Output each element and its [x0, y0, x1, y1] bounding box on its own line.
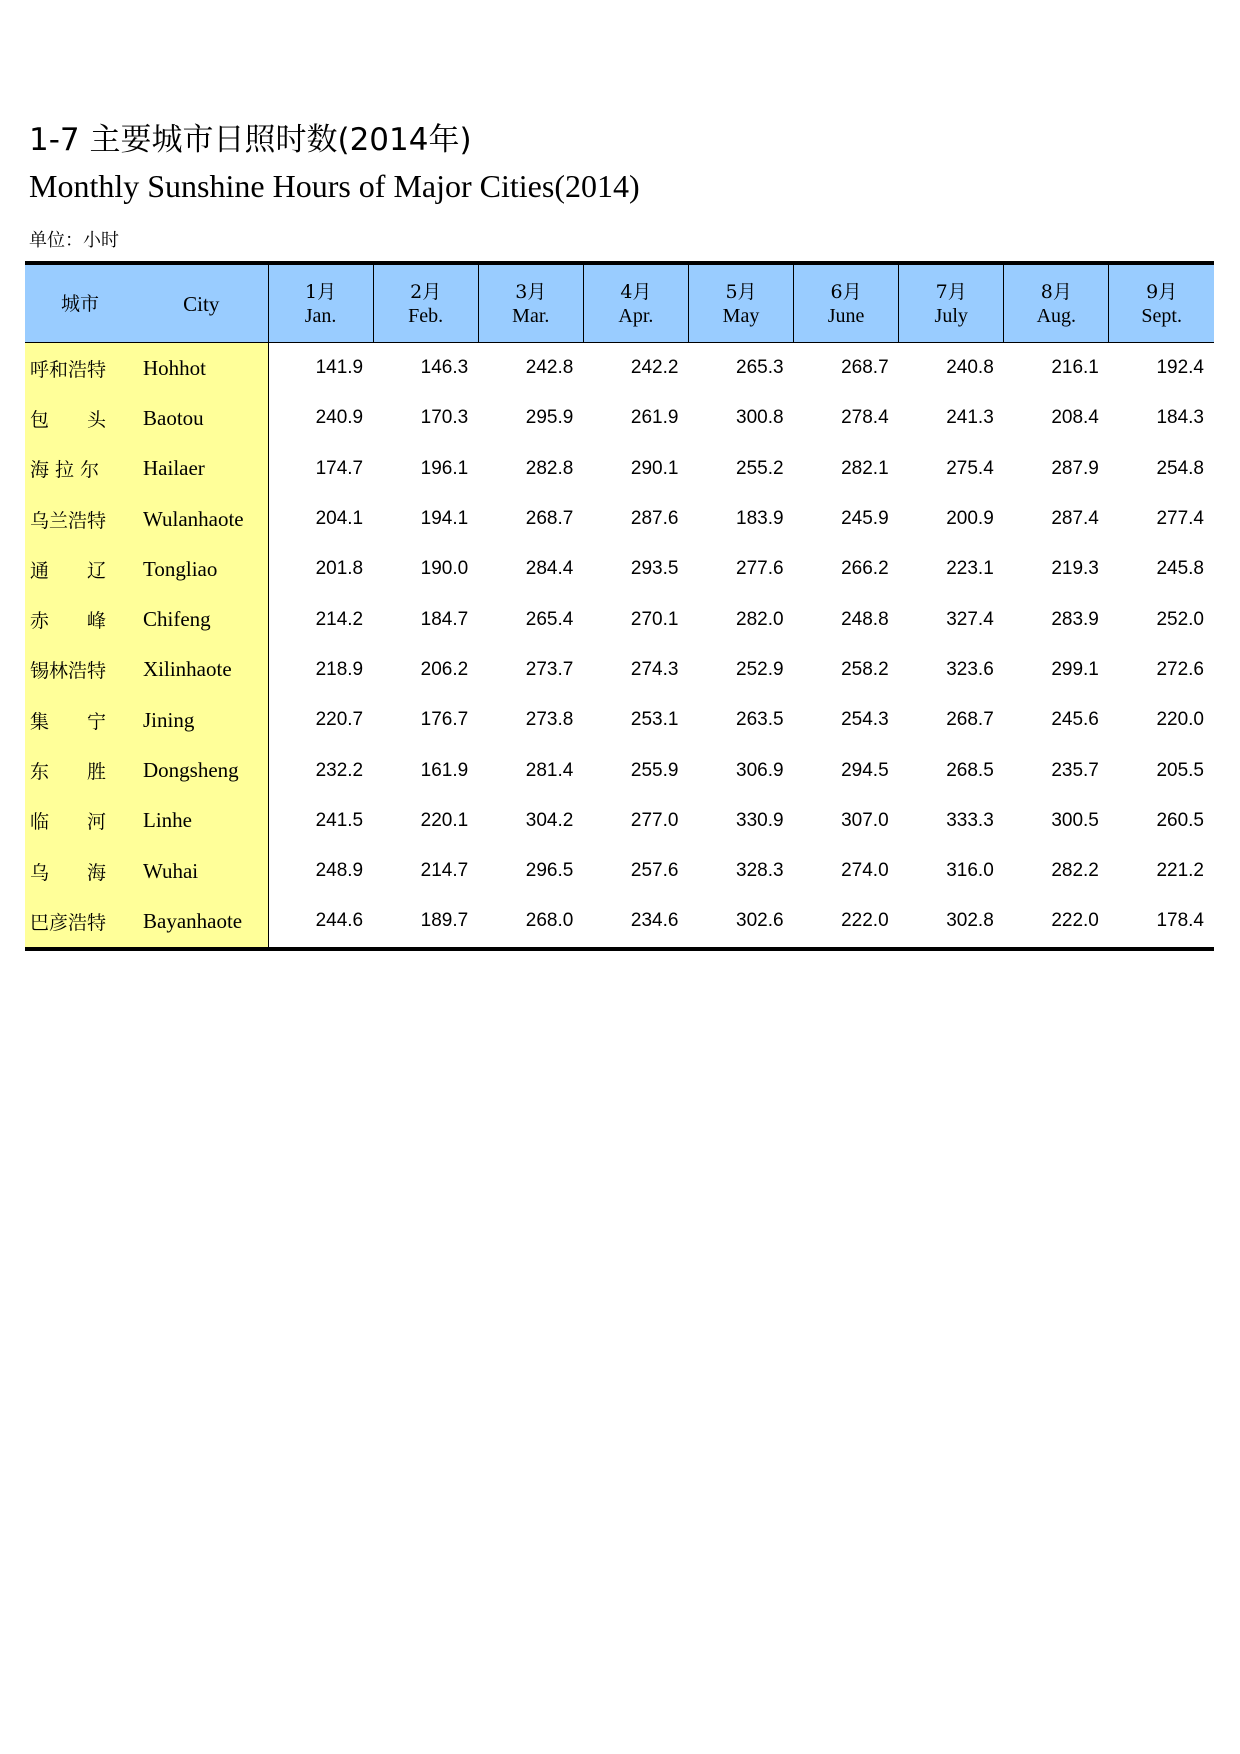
sunshine-hours-cell: 273.7: [525, 658, 574, 680]
sunshine-hours-cell: 190.0: [420, 558, 469, 580]
sunshine-hours-cell: 184.7: [420, 608, 469, 630]
page-title-english: Monthly Sunshine Hours of Major Cities(2014): [29, 168, 640, 204]
column-header-month: [478, 263, 583, 343]
month-en-label: Jan.: [304, 304, 337, 327]
city-name-en: Chifeng: [135, 594, 268, 644]
sunshine-hours-cell: 287.6: [630, 508, 679, 530]
sunshine-hours-cell: 300.8: [736, 407, 784, 429]
sunshine-hours-cell: 290.1: [630, 457, 679, 479]
month-cn-label: 1月: [305, 280, 337, 303]
sunshine-hours-cell: 216.1: [1051, 357, 1099, 379]
city-name-cn: 呼和浩特: [25, 343, 135, 394]
column-header-month: [899, 263, 1004, 343]
sunshine-hours-cell: 252.9: [736, 658, 784, 680]
sunshine-hours-cell: 253.1: [630, 709, 679, 731]
city-name-cn: 乌兰浩特: [25, 494, 135, 544]
sunshine-hours-cell: 323.6: [946, 658, 994, 680]
sunshine-hours-cell: 220.0: [1156, 709, 1204, 731]
sunshine-hours-cell: 248.9: [315, 860, 364, 882]
table-row: [25, 695, 1214, 745]
sunshine-hours-cell: 283.9: [1051, 608, 1099, 630]
sunshine-hours-cell: 200.9: [946, 508, 994, 530]
sunshine-hours-cell: 184.3: [1156, 407, 1204, 429]
sunshine-hours-cell: 189.7: [373, 896, 478, 948]
sunshine-hours-cell: 234.6: [583, 896, 688, 948]
table-row: [25, 594, 1214, 644]
sunshine-hours-cell: 245.8: [1156, 558, 1204, 580]
sunshine-hours-cell: 270.1: [630, 608, 679, 630]
sunshine-hours-cell: 214.2: [315, 608, 364, 630]
sunshine-hours-cell: 242.2: [630, 357, 679, 379]
month-cn-label: 9月: [1146, 280, 1178, 303]
sunshine-hours-cell: 296.5: [525, 860, 574, 882]
city-name-en: Bayanhaote: [135, 896, 268, 948]
sunshine-hours-cell: 282.1: [841, 457, 889, 479]
sunshine-hours-cell: 240.9: [315, 407, 364, 429]
city-name-en: Linhe: [135, 796, 268, 846]
sunshine-hours-cell: 248.8: [841, 608, 889, 630]
sunshine-hours-cell: 192.4: [1156, 357, 1204, 379]
sunshine-hours-cell: 274.3: [630, 658, 679, 680]
sunshine-hours-cell: 261.9: [630, 407, 679, 429]
sunshine-hours-cell: 265.4: [525, 608, 574, 630]
sunshine-hours-cell: 277.4: [1156, 508, 1204, 530]
month-en-label: Apr.: [618, 304, 654, 327]
city-name-en: Hailaer: [135, 444, 268, 494]
sunshine-table: [25, 261, 1214, 951]
sunshine-hours-cell: 268.7: [525, 508, 574, 530]
sunshine-hours-cell: 241.3: [946, 407, 994, 429]
sunshine-hours-cell: 242.8: [525, 357, 574, 379]
sunshine-hours-cell: 183.9: [736, 508, 784, 530]
sunshine-hours-cell: 302.8: [899, 896, 1004, 948]
month-cn-label: 3月: [515, 280, 547, 303]
sunshine-hours-cell: 222.0: [794, 896, 899, 948]
city-name-cn: 包 头: [25, 393, 135, 443]
month-cn-label: 8月: [1040, 280, 1072, 303]
sunshine-hours-cell: 277.6: [736, 558, 784, 580]
sunshine-hours-cell: 208.4: [1051, 407, 1099, 429]
month-cn-label: 6月: [830, 280, 862, 303]
sunshine-hours-cell: 241.5: [315, 809, 364, 831]
city-name-cn: 通 辽: [25, 544, 135, 594]
sunshine-hours-cell: 328.3: [736, 860, 784, 882]
sunshine-hours-cell: 302.6: [688, 896, 793, 948]
month-en-label: May: [722, 304, 760, 327]
sunshine-hours-cell: 252.0: [1156, 608, 1204, 630]
sunshine-hours-cell: 141.9: [315, 357, 364, 379]
table-row: [25, 343, 1214, 394]
table-row: [25, 444, 1214, 494]
sunshine-hours-cell: 244.6: [268, 896, 373, 948]
sunshine-hours-cell: 196.1: [420, 457, 469, 479]
city-name-cn: 巴彦浩特: [25, 896, 135, 948]
page-title-chinese: 1-7 主要城市日照时数(2014年): [29, 122, 472, 158]
sunshine-hours-cell: 277.0: [630, 809, 679, 831]
city-name-en: Jining: [135, 695, 268, 745]
table-row: [25, 896, 1214, 948]
sunshine-hours-cell: 304.2: [525, 809, 574, 831]
table-row: [25, 796, 1214, 846]
sunshine-hours-cell: 254.8: [1156, 457, 1204, 479]
city-name-cn: 东 胜: [25, 745, 135, 795]
sunshine-hours-cell: 245.9: [841, 508, 889, 530]
month-en-label: Sept.: [1141, 304, 1182, 327]
sunshine-hours-cell: 265.3: [736, 357, 784, 379]
city-name-cn: 赤 峰: [25, 594, 135, 644]
sunshine-hours-cell: 146.3: [420, 357, 469, 379]
column-header-month: [688, 263, 793, 343]
sunshine-hours-cell: 222.0: [1004, 896, 1109, 948]
sunshine-hours-cell: 240.8: [946, 357, 994, 379]
sunshine-hours-cell: 282.0: [736, 608, 784, 630]
sunshine-hours-cell: 275.4: [946, 457, 994, 479]
city-name-en: Wulanhaote: [135, 494, 268, 544]
sunshine-hours-cell: 272.6: [1156, 658, 1204, 680]
sunshine-hours-cell: 219.3: [1051, 558, 1099, 580]
column-header-month: [1109, 263, 1214, 343]
sunshine-hours-cell: 295.9: [525, 407, 574, 429]
sunshine-hours-cell: 307.0: [841, 809, 889, 831]
sunshine-hours-cell: 161.9: [420, 759, 469, 781]
city-name-cn: 锡林浩特: [25, 645, 135, 695]
sunshine-hours-cell: 268.7: [946, 709, 994, 731]
city-name-cn: 临 河: [25, 796, 135, 846]
sunshine-hours-cell: 266.2: [841, 558, 889, 580]
sunshine-hours-cell: 254.3: [841, 709, 889, 731]
sunshine-hours-cell: 260.5: [1156, 809, 1204, 831]
sunshine-hours-cell: 257.6: [630, 860, 679, 882]
table-row: [25, 494, 1214, 544]
city-name-en: Xilinhaote: [135, 645, 268, 695]
column-header-city-en: City: [135, 263, 268, 343]
sunshine-hours-cell: 278.4: [841, 407, 889, 429]
table-row: [25, 745, 1214, 795]
sunshine-hours-cell: 255.9: [630, 759, 679, 781]
sunshine-hours-cell: 223.1: [946, 558, 994, 580]
table-row: [25, 846, 1214, 896]
sunshine-hours-cell: 330.9: [736, 809, 784, 831]
month-cn-label: 2月: [410, 280, 442, 303]
city-name-en: Hohhot: [135, 343, 268, 394]
sunshine-hours-cell: 282.8: [525, 457, 574, 479]
sunshine-hours-cell: 218.9: [315, 658, 364, 680]
sunshine-hours-cell: 268.0: [478, 896, 583, 948]
sunshine-hours-cell: 287.4: [1051, 508, 1099, 530]
sunshine-hours-cell: 316.0: [946, 860, 994, 882]
month-en-label: Mar.: [512, 304, 550, 327]
sunshine-hours-cell: 333.3: [946, 809, 994, 831]
unit-label: 单位：小时: [29, 230, 119, 251]
column-header-month: [794, 263, 899, 343]
sunshine-hours-cell: 263.5: [736, 709, 784, 731]
sunshine-hours-cell: 174.7: [315, 457, 364, 479]
sunshine-hours-cell: 245.6: [1051, 709, 1099, 731]
sunshine-hours-cell: 284.4: [525, 558, 574, 580]
sunshine-hours-cell: 255.2: [736, 457, 784, 479]
sunshine-hours-cell: 299.1: [1051, 658, 1099, 680]
sunshine-hours-cell: 281.4: [525, 759, 574, 781]
month-en-label: Aug.: [1036, 304, 1077, 327]
sunshine-hours-cell: 293.5: [630, 558, 679, 580]
sunshine-hours-cell: 287.9: [1051, 457, 1099, 479]
sunshine-hours-cell: 300.5: [1051, 809, 1099, 831]
city-name-cn: 海 拉 尔: [25, 444, 135, 494]
sunshine-hours-cell: 178.4: [1109, 896, 1214, 948]
sunshine-hours-cell: 232.2: [315, 759, 364, 781]
city-name-cn: 集 宁: [25, 695, 135, 745]
sunshine-hours-cell: 268.7: [841, 357, 889, 379]
sunshine-hours-cell: 294.5: [841, 759, 889, 781]
column-header-month: [268, 263, 373, 343]
month-en-label: Feb.: [408, 304, 444, 327]
sunshine-hours-cell: 204.1: [315, 508, 364, 530]
sunshine-hours-cell: 306.9: [736, 759, 784, 781]
sunshine-hours-cell: 194.1: [420, 508, 469, 530]
sunshine-hours-cell: 273.8: [525, 709, 574, 731]
column-header-month: [373, 263, 478, 343]
sunshine-hours-cell: 327.4: [946, 608, 994, 630]
column-header-city-cn: 城市: [25, 263, 135, 343]
table-row: [25, 393, 1214, 443]
city-name-en: Wuhai: [135, 846, 268, 896]
sunshine-hours-cell: 220.7: [315, 709, 364, 731]
table-row: [25, 645, 1214, 695]
month-cn-label: 5月: [725, 280, 757, 303]
table-row: [25, 544, 1214, 594]
city-name-en: Tongliao: [135, 544, 268, 594]
sunshine-hours-cell: 206.2: [420, 658, 469, 680]
sunshine-hours-cell: 274.0: [841, 860, 889, 882]
sunshine-hours-cell: 214.7: [420, 860, 469, 882]
table-body: [25, 343, 1214, 949]
city-name-cn: 乌 海: [25, 846, 135, 896]
city-name-en: Dongsheng: [135, 745, 268, 795]
sunshine-hours-cell: 220.1: [420, 809, 469, 831]
month-en-label: July: [934, 304, 968, 327]
month-cn-label: 7月: [935, 280, 967, 303]
table-header-row: [25, 263, 1214, 343]
sunshine-hours-cell: 176.7: [420, 709, 469, 731]
sunshine-hours-cell: 235.7: [1051, 759, 1099, 781]
column-header-month: [1004, 263, 1109, 343]
sunshine-hours-cell: 282.2: [1051, 860, 1099, 882]
city-name-en: Baotou: [135, 393, 268, 443]
month-cn-label: 4月: [620, 280, 652, 303]
sunshine-hours-cell: 268.5: [946, 759, 994, 781]
sunshine-hours-cell: 205.5: [1156, 759, 1204, 781]
sunshine-hours-cell: 221.2: [1156, 860, 1204, 882]
month-en-label: June: [827, 304, 865, 327]
sunshine-hours-cell: 170.3: [420, 407, 469, 429]
sunshine-hours-cell: 201.8: [315, 558, 364, 580]
column-header-month: [583, 263, 688, 343]
sunshine-hours-cell: 258.2: [841, 658, 889, 680]
